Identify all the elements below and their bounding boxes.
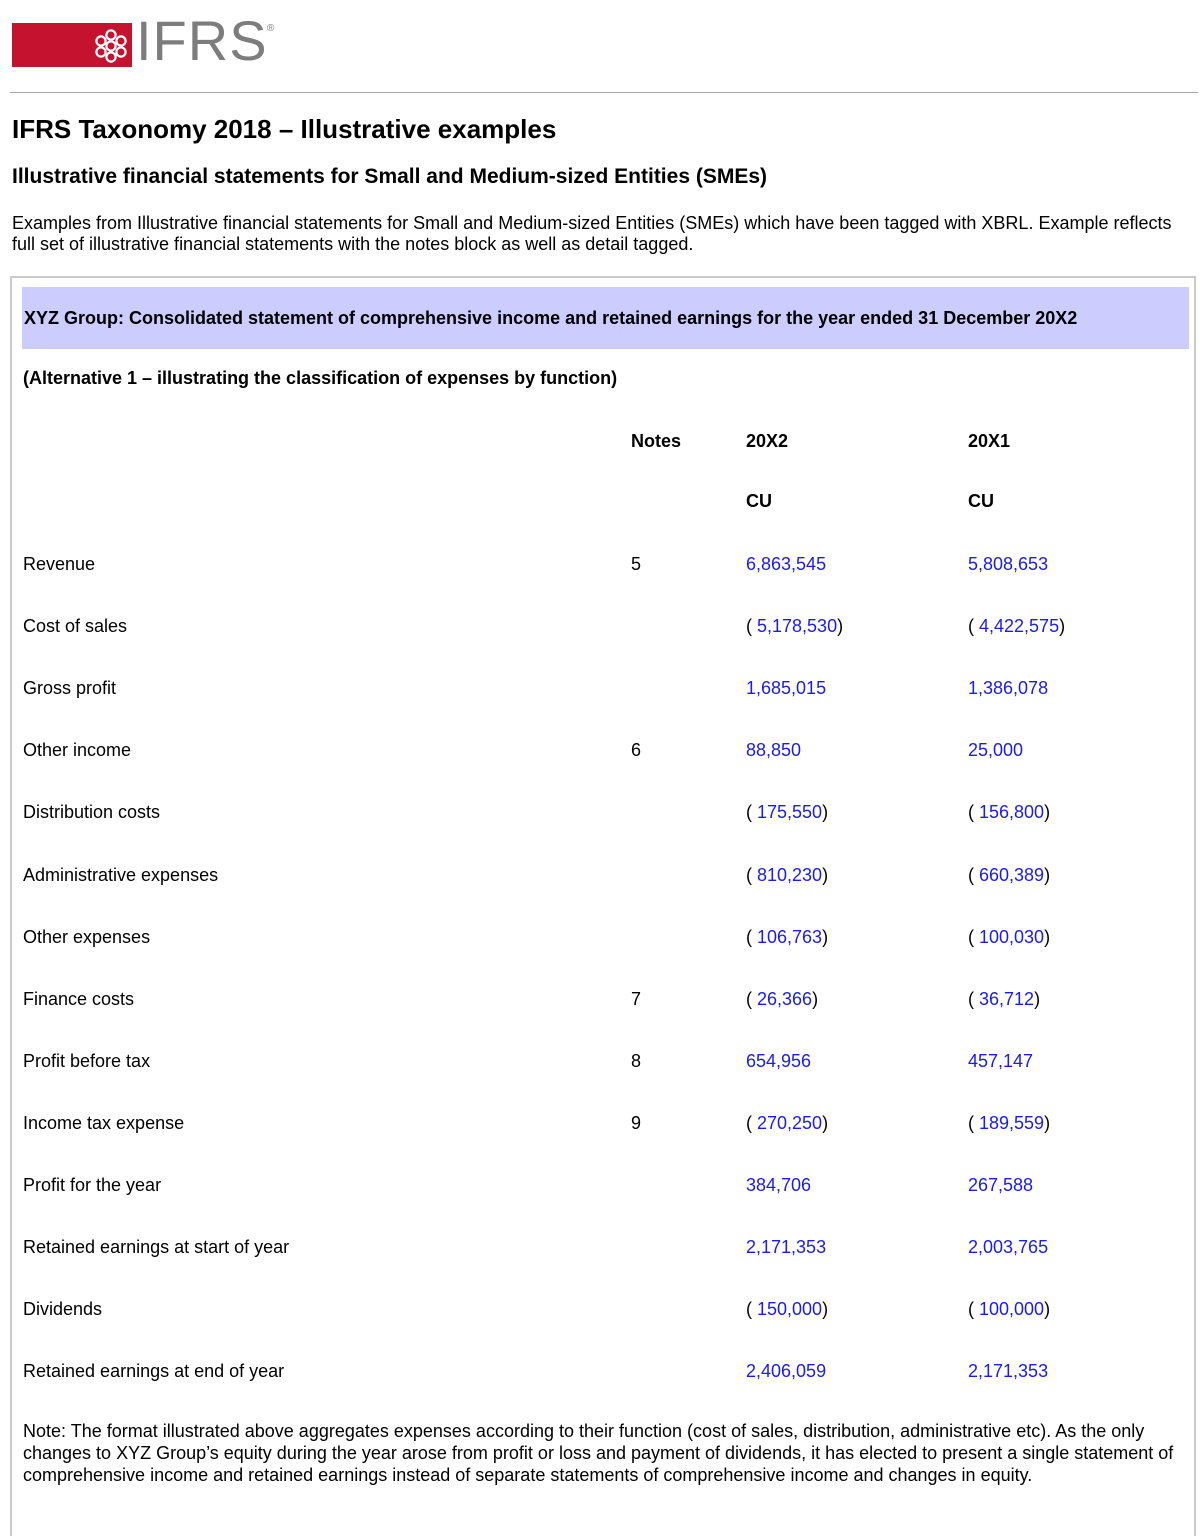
value-number: 189,559 xyxy=(979,1113,1045,1133)
row-value-20x2: ( 106,763) xyxy=(746,927,829,947)
row-label: Other income xyxy=(23,740,132,760)
table-row xyxy=(0,1051,1200,1075)
ifrs-logo xyxy=(12,9,275,72)
row-value-20x2 xyxy=(746,740,801,761)
value-number: 384,706 xyxy=(746,1175,812,1195)
value-number: 175,550 xyxy=(757,802,823,822)
row-value-20x1 xyxy=(968,1175,1033,1196)
row-note: 5 xyxy=(631,554,642,574)
row-note: 6 xyxy=(631,740,642,760)
row-label: Administrative expenses xyxy=(23,865,219,885)
row-value-20x1 xyxy=(968,740,1023,761)
value-number: 1,685,015 xyxy=(746,678,827,698)
value-number: 270,250 xyxy=(757,1113,823,1133)
column-unit-20x2: CU xyxy=(746,491,772,511)
row-label: Cost of sales xyxy=(23,616,128,636)
row-label: Revenue xyxy=(23,554,96,574)
table-row xyxy=(0,927,1200,951)
column-header-20x1: 20X1 xyxy=(968,431,1011,451)
row-value-20x2: ( 270,250) xyxy=(746,1113,829,1133)
header-divider xyxy=(10,92,1198,93)
row-value-20x2 xyxy=(746,1361,826,1382)
value-number: 1,386,078 xyxy=(968,678,1049,698)
row-value-20x2: ( 150,000) xyxy=(746,1299,829,1319)
row-label: Finance costs xyxy=(23,989,135,1009)
value-number: 267,588 xyxy=(968,1175,1034,1195)
value-number: 156,800 xyxy=(979,802,1045,822)
row-value-20x1: ( 4,422,575) xyxy=(968,616,1066,636)
row-value-20x2: ( 810,230) xyxy=(746,865,829,885)
row-label: Other expenses xyxy=(23,927,151,947)
value-number: 26,366 xyxy=(757,989,813,1009)
logo-registered-mark: ® xyxy=(267,23,275,34)
table-row xyxy=(0,740,1200,764)
table-row xyxy=(0,1113,1200,1137)
intro-paragraph: Examples from Illustrative financial statements for Small and Medium-sized Entities (SMEs) which have been tagged with XBRL. Example reflects full set of illustrative financial statements with the notes block as well as detail tagged. xyxy=(12,213,1172,254)
page-title: IFRS Taxonomy 2018 – Illustrative examples xyxy=(12,114,557,144)
table-row xyxy=(0,616,1200,640)
value-number: 100,030 xyxy=(979,927,1045,947)
statement-alternative: (Alternative 1 – illustrating the classification of expenses by function) xyxy=(23,368,618,388)
row-label: Income tax expense xyxy=(23,1113,185,1133)
row-value-20x2 xyxy=(746,1175,811,1196)
page-subtitle: Illustrative financial statements for Small and Medium-sized Entities (SMEs) xyxy=(12,165,768,188)
row-value-20x1: ( 100,000) xyxy=(968,1299,1051,1319)
column-unit-20x1: CU xyxy=(968,491,994,511)
row-value-20x1 xyxy=(968,1237,1048,1258)
row-value-20x2: ( 5,178,530) xyxy=(746,616,844,636)
row-value-20x1 xyxy=(968,678,1048,699)
statement-footnote: Note: The format illustrated above aggregates expenses according to their function (cost of sales, distribution, administrative etc). As the only changes to XYZ Group’s equity during the year arose from profit or loss and payment of dividends, it has elected to present a single statement of comprehensive income and retained earnings instead of separate statements of comprehensive income and changes in equity. xyxy=(23,1421,1174,1485)
statement-frame xyxy=(10,276,1196,1536)
logo-flower-icon xyxy=(93,29,129,63)
value-number: 457,147 xyxy=(968,1051,1034,1071)
row-value-20x1: ( 36,712) xyxy=(968,989,1041,1009)
row-note: 9 xyxy=(631,1113,642,1133)
row-label: Distribution costs xyxy=(23,802,161,822)
value-number: 100,000 xyxy=(979,1299,1045,1319)
table-row xyxy=(0,678,1200,702)
value-number: 6,863,545 xyxy=(746,554,827,574)
row-value-20x2 xyxy=(746,554,826,575)
value-number: 88,850 xyxy=(746,740,802,760)
table-row xyxy=(0,554,1200,578)
row-label: Retained earnings at start of year xyxy=(23,1237,290,1257)
row-label: Dividends xyxy=(23,1299,103,1319)
row-note: 8 xyxy=(631,1051,642,1071)
table-row xyxy=(0,1361,1200,1385)
row-label: Gross profit xyxy=(23,678,117,698)
table-row xyxy=(0,989,1200,1013)
row-value-20x1: ( 100,030) xyxy=(968,927,1051,947)
logo-wordmark: IFRS xyxy=(136,9,268,72)
row-value-20x1: ( 660,389) xyxy=(968,865,1051,885)
row-label: Profit for the year xyxy=(23,1175,162,1195)
table-row xyxy=(0,1299,1200,1323)
row-value-20x2 xyxy=(746,678,826,699)
statement-heading: XYZ Group: Consolidated statement of comprehensive income and retained earnings for the year ended 31 December 20X2 xyxy=(22,287,1189,349)
value-number: 36,712 xyxy=(979,989,1035,1009)
value-number: 2,171,353 xyxy=(746,1237,827,1257)
row-value-20x1 xyxy=(968,1051,1033,1072)
table-row xyxy=(0,802,1200,826)
row-note: 7 xyxy=(631,989,642,1009)
column-header-notes: Notes xyxy=(631,431,682,451)
row-label: Retained earnings at end of year xyxy=(23,1361,285,1381)
column-header-20x2: 20X2 xyxy=(746,431,789,451)
row-value-20x2 xyxy=(746,1051,811,1072)
table-row xyxy=(0,1175,1200,1199)
value-number: 5,808,653 xyxy=(968,554,1049,574)
value-number: 654,956 xyxy=(746,1051,812,1071)
value-number: 106,763 xyxy=(757,927,823,947)
value-number: 810,230 xyxy=(757,865,823,885)
table-row xyxy=(0,1237,1200,1261)
value-number: 5,178,530 xyxy=(757,616,838,636)
value-number: 25,000 xyxy=(968,740,1024,760)
row-value-20x1: ( 156,800) xyxy=(968,802,1051,822)
row-value-20x2: ( 26,366) xyxy=(746,989,819,1009)
row-value-20x1: ( 189,559) xyxy=(968,1113,1051,1133)
value-number: 2,406,059 xyxy=(746,1361,827,1381)
row-value-20x2 xyxy=(746,1237,826,1258)
row-value-20x2: ( 175,550) xyxy=(746,802,829,822)
row-label: Profit before tax xyxy=(23,1051,151,1071)
value-number: 2,171,353 xyxy=(968,1361,1049,1381)
value-number: 4,422,575 xyxy=(979,616,1060,636)
value-number: 150,000 xyxy=(757,1299,823,1319)
row-value-20x1 xyxy=(968,1361,1048,1382)
table-row xyxy=(0,865,1200,889)
value-number: 2,003,765 xyxy=(968,1237,1049,1257)
value-number: 660,389 xyxy=(979,865,1045,885)
row-value-20x1 xyxy=(968,554,1048,575)
